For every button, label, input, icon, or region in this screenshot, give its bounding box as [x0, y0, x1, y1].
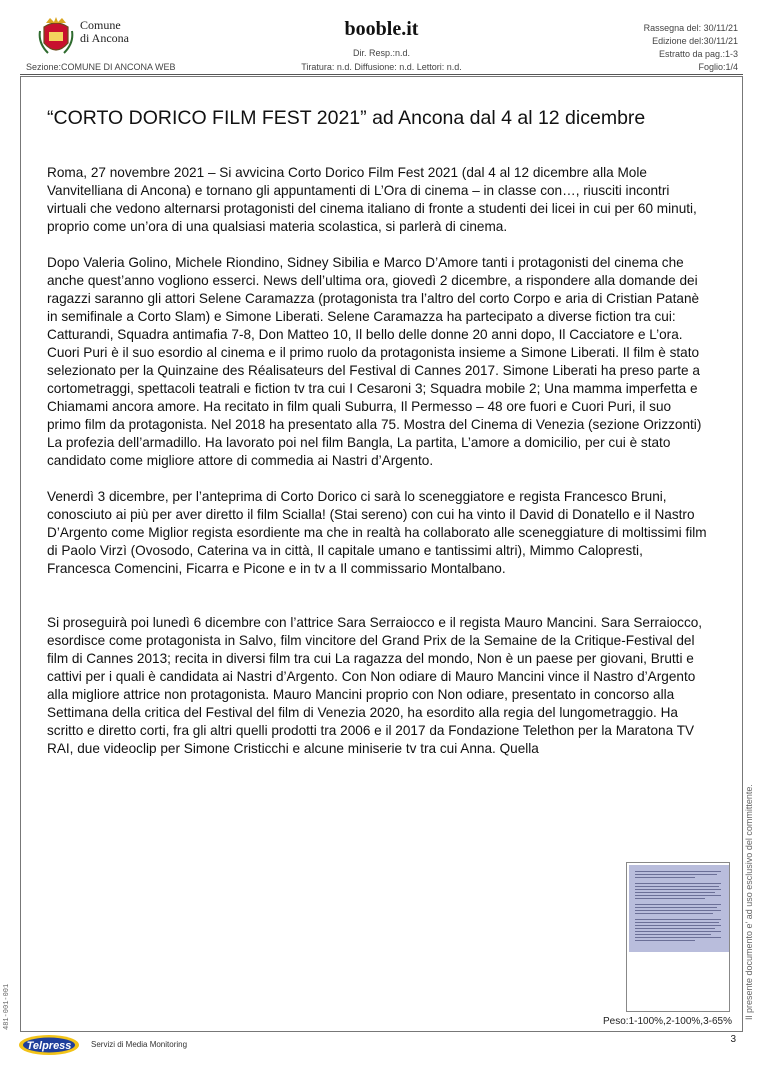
logo-line-1: Comune: [80, 18, 121, 32]
article-paragraph: Si proseguirà poi lunedì 6 dicembre con l’attrice Sara Serraiocco e il regista Mauro Mancini. Sara Serraiocco, esordisce come protagonista in Salvo, film vincitore del Grand Prix de la Semaine de la Critique-Festival del film di Cannes 2013; recita in diversi film tra cui La ragazza del mondo, Non è un paese per giovani, Brutti e cattivi per i quali è candidata ai Nastri d’Argento. Con Non odiare di Mauro Mancini vince il Nastro d’Argento alla migliore attrice non protagonista. Mauro Mancini proprio con Non odiare, presentato in concorso alla Settimana della critica del Festival del film di Venezia 2020, ha esordito alla regia del lungometraggio. Ha scritto e diretto corti, fra gli altri quelli prodotti tra 2006 e il 2017 da Fondazione Telethon per la Maratona TV RAI, due videoclip per Simone Cristicchi e alcune miniserie tv tra cui Anna. Quella: [47, 615, 703, 756]
circulation-info: Tiratura: n.d. Diffusione: n.d. Lettori: n.d.: [301, 62, 462, 72]
sheet-number: Foglio:1/4: [698, 62, 738, 72]
article-paragraph: Roma, 27 novembre 2021 – Si avvicina Corto Dorico Film Fest 2021 (dal 4 al 12 dicembre alla Mole Vanvitelliana di Ancona) e tornano gli appuntamenti di L’Ora di cinema – in classe con…, riusciti incontri virtuali che vedono alternarsi protagonisti del cinema italiano di fronte a studenti dei licei in cui per 60 minuti, proprio come un’ora di una qualsiasi materia scolastica, si parlerà di cinema.: [47, 165, 697, 234]
service-label: Servizi di Media Monitoring: [91, 1040, 188, 1049]
usage-notice: Il presente documento e' ad uso esclusivo del committente.: [744, 784, 754, 1020]
svg-text:Telpress: Telpress: [26, 1040, 72, 1052]
logo-line-2: di Ancona: [80, 31, 129, 45]
excerpt-pages: Estratto da pag.:1-3: [658, 49, 738, 59]
section-label: Sezione:COMUNE DI ANCONA WEB: [26, 62, 176, 72]
edition-date: Edizione del:30/11/21: [652, 36, 738, 46]
telpress-logo: [18, 1034, 80, 1056]
article-body: [47, 164, 707, 776]
director-info: Dir. Resp.:n.d.: [352, 48, 411, 58]
thumbnail-highlight: [629, 865, 729, 952]
page-code: 481-001-001: [3, 983, 11, 1030]
page-thumbnail: [626, 862, 730, 1012]
article-paragraph: Venerdì 3 dicembre, per l’anteprima di Corto Dorico ci sarà lo sceneggiatore e regista Francesco Bruni, conosciuto ai più per aver diretto il film Scialla! (Stai sereno) con cui ha vinto il David di Donatello e il Nastro D’Argento come Miglior regista esordiente ma che in realtà ha collaborato alle sceneggiature di moltissimi film di Paolo Virzì (Ovosodo, Caterina va in città, Il capitale umano e tantissimi altri), Mimmo Calopresti, Francesca Comencini, Ficarra e Picone e in tv a Il commissario Montalbano.: [47, 489, 707, 576]
article-title: “CORTO DORICO FILM FEST 2021” ad Ancona dal 4 al 12 dicembre: [47, 107, 646, 129]
review-date: Rassegna del: 30/11/21: [643, 23, 738, 33]
publication-title: booble.it: [344, 18, 419, 40]
article-paragraph: Dopo Valeria Golino, Michele Riondino, Sidney Sibilia e Marco D’Amore tanti i protagonisti del cinema che anche quest’anno vogliono esserci. News dell’ultima ora, giovedì 2 dicembre, a rispondere alla domande dei ragazzi saranno gli attori Selene Caramazza (protagonista tra l’altro del corto Corpo e aria di Cristian Patanè in semifinale a Corto Slam) e Simone Liberati. Selene Caramazza ha partecipato a diverse fiction tra cui: Catturandi, Squadra antimafia 7-8, Don Matteo 10, Il bello delle donne 20 anni dopo, Il Cacciatore e L’ora. Cuori Puri è il suo esordio al cinema e il primo ruolo da protagonista insieme a Simone Liberati. Il film è stato selezionato per la Quinzaine des Réalisateurs del Festival di Cannes 2017. Simone Liberati ha preso parte a cortometraggi, spettacoli teatrali e fiction tv tra cui I Cesaroni 3; Squadra mobile 2; Una mamma imperfetta e Chiamami ancora amore. Ha recitato in film quali Suburra, Il Permesso – 48 ore fuori e Cuori Puri, il suo primo film da protagonista. Nel 2018 ha presentato alla 75. Mostra del Cinema di Venezia (sezione Orizzonti) La profezia dell’armadillo. Ha lavorato poi nel film Bangla, La partita, L’amore a domicilio, per cui è stato candidato come migliore attore di commedia ai Nastri d’Argento.: [47, 255, 702, 468]
header-divider: [20, 74, 743, 75]
page-number: 3: [730, 1034, 736, 1045]
weight-info: Peso:1-100%,2-100%,3-65%: [603, 1016, 732, 1027]
